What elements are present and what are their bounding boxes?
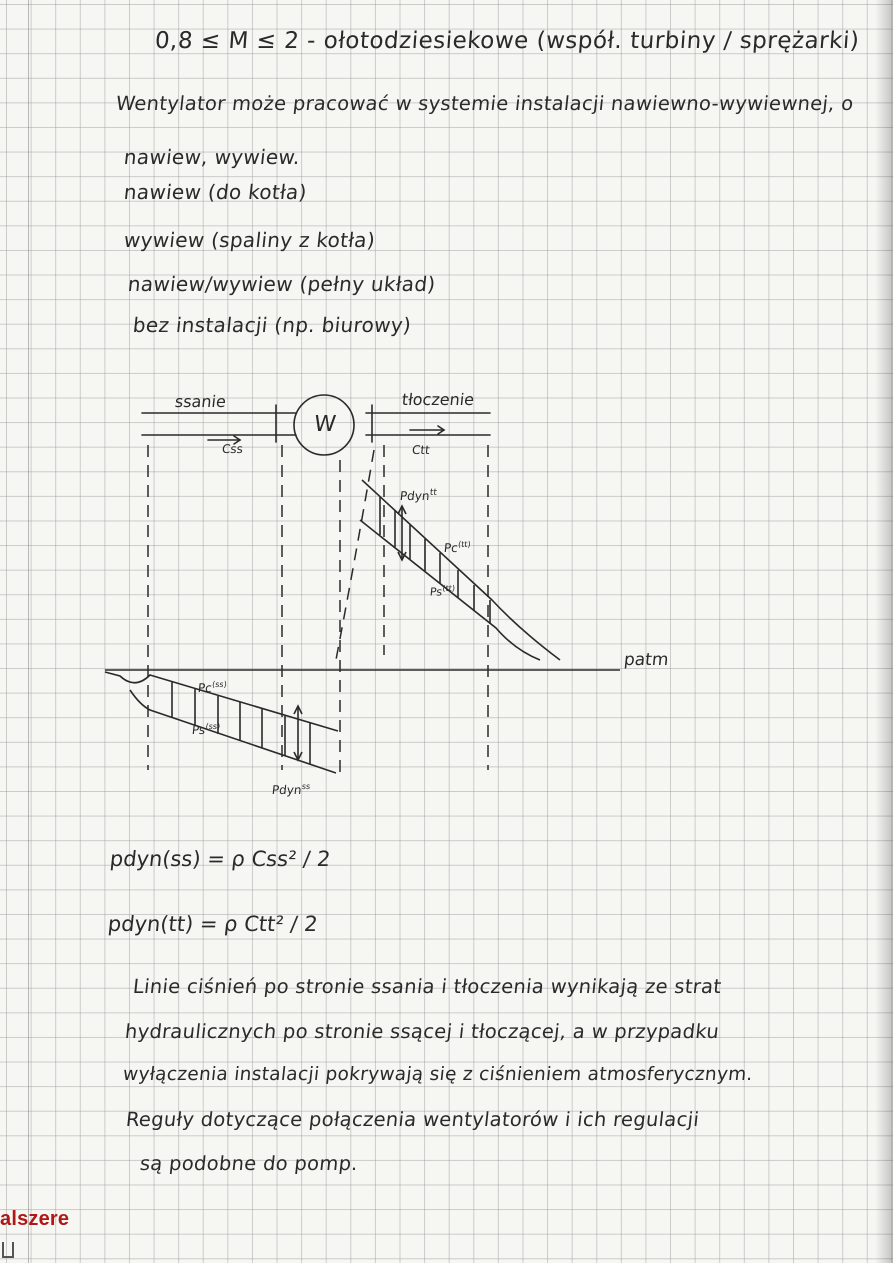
intro-line-2: nawiew, wywiew. (122, 145, 302, 169)
watermark-text: alszere (0, 1208, 70, 1230)
suction-velocity-label: Css (221, 442, 244, 456)
intro-line-5: nawiew/wywiew (pełny układ) (126, 272, 437, 296)
intro-line-6: bez instalacji (np. biurowy) (131, 313, 413, 337)
discharge-label: tłoczenie (401, 390, 476, 409)
bracket-icon (2, 1242, 14, 1258)
pc-suction-label: $Pc^{(ss)}$ (197, 680, 228, 695)
paragraph-line-3: wyłączenia instalacji pokrywają się z ciśnieniem atmosferycznym. (121, 1064, 754, 1085)
ps-suction-label: $Ps^{(ss)}$ (191, 722, 221, 737)
ps-discharge-label: $Ps^{(tt)}$ (429, 584, 456, 599)
suction-label: ssanie (174, 392, 227, 411)
discharge-velocity-label: Ctt (411, 443, 431, 457)
pdyn-suction-label: Pdyn$^{ss}$ (271, 782, 311, 797)
intro-line-1: Wentylator może pracować w systemie instalacji nawiewno-wywiewnej, o (114, 92, 855, 115)
formula-suction: pdyn(ss) = ρ Css² / 2 (108, 847, 332, 871)
intro-line-4: wywiew (spaliny z kotła) (122, 228, 377, 252)
paragraph-line-1: Linie ciśnień po stronie ssania i tłoczenia wynikają ze strat (131, 975, 723, 998)
formula-discharge: pdyn(tt) = ρ Ctt² / 2 (106, 912, 319, 936)
paragraph-line-2: hydraulicznych po stronie ssącej i tłoczącej, a w przypadku (123, 1020, 721, 1043)
header-formula: 0,8 ≤ M ≤ 2 - ołotodziesiekowe (współ. turbiny / sprężarki) (154, 28, 861, 54)
paragraph-line-5: są podobne do pomp. (138, 1152, 360, 1175)
paragraph-line-4: Reguły dotyczące połączenia wentylatorów i ich regulacji (124, 1108, 701, 1131)
fan-symbol: W (312, 412, 338, 437)
pdyn-discharge-label: Pdyn$^{tt}$ (399, 488, 438, 503)
atm-pressure-label: patm (622, 650, 670, 670)
intro-line-3: nawiew (do kotła) (122, 180, 309, 204)
pc-discharge-label: $Pc^{(tt)}$ (443, 540, 472, 555)
